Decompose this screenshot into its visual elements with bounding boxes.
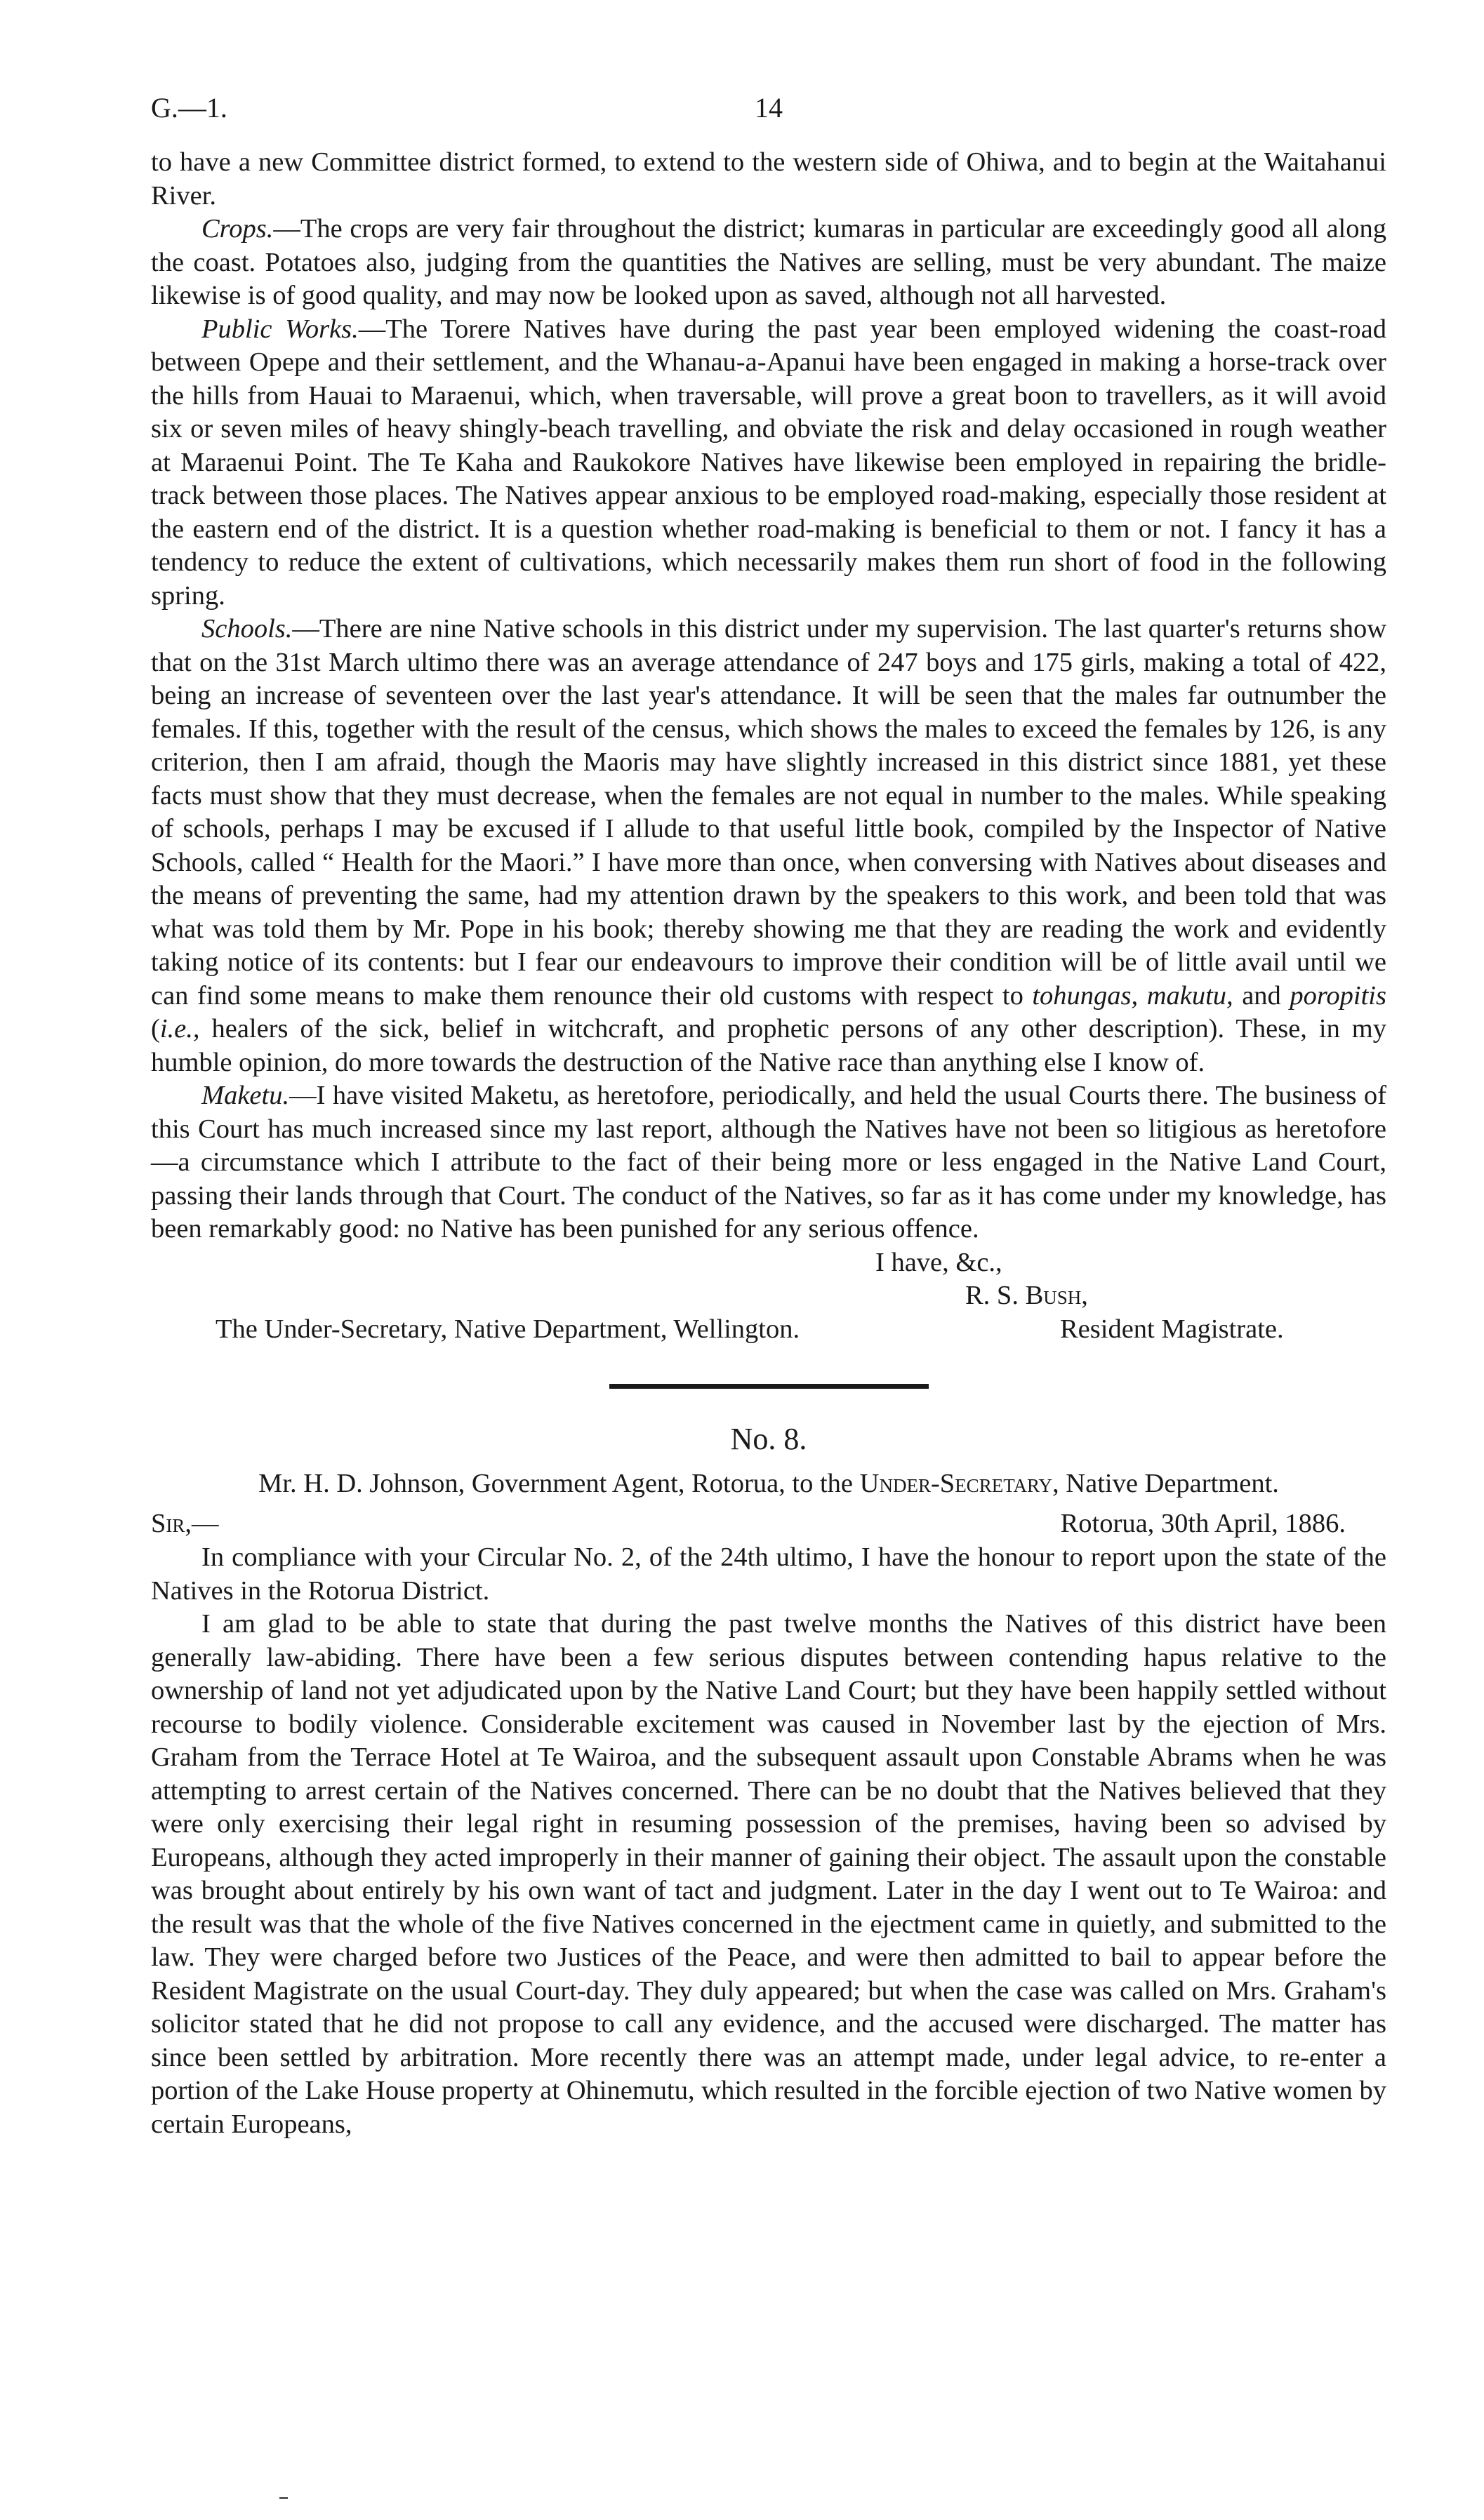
paragraph-crops-text: —The crops are very fair throughout the district; kumaras in particular are exceedingly good all along the coast. Potatoes also, judging from the quantities the Natives are selling, must be very abundant. The maize likewise is of good quality, and may now be looked upon as saved, although not all harvested. (151, 214, 1386, 310)
document-reference: G.—1. (151, 92, 227, 124)
letter-heading-from: Mr. H. D. Johnson, Government Agent, Rotorua, to the (258, 1468, 860, 1498)
paren-open-text: ( (151, 1014, 160, 1044)
signature-block (151, 1246, 1386, 1346)
section-heading-maketu: Maketu. (201, 1081, 290, 1110)
page-header (151, 91, 1386, 146)
letter-heading-department: , Native Department. (1052, 1468, 1279, 1498)
section-divider (609, 1384, 929, 1389)
letter-paragraph-1: In compliance with your Circular No. 2, of the 24th ultimo, I have the honour to report upon the state of the Natives in the Rotorua District. (151, 1542, 1386, 1606)
maori-term-poropitis: poropitis (1290, 980, 1386, 1011)
paragraph-public-works (151, 313, 1386, 613)
paragraph-schools (151, 613, 1386, 1079)
signatory-title: Resident Magistrate. (1060, 1314, 1284, 1344)
document-page (151, 91, 1386, 2141)
page-number: 14 (755, 92, 783, 124)
paragraph-maketu (151, 1079, 1386, 1246)
salutation-line (151, 1507, 1386, 1541)
maori-term-tohungas: tohungas, makutu, (1032, 980, 1233, 1011)
letter-heading-recipient: Under-Secretary (859, 1468, 1053, 1498)
letter-date: Rotorua, 30th April, 1886. (1060, 1509, 1346, 1538)
scan-mark (279, 2497, 288, 2499)
letter-paragraph-2: I am glad to be able to state that during the past twelve months the Natives of this district have been generally law-abiding. There have been a few serious disputes between contending hapus relative to the ownership of land not yet adjudicated upon by the Native Land Court; but they have been happily settled without recourse to bodily violence. Considerable excitement was caused in November last by the ejection of Mrs. Graham from the Terrace Hotel at Te Wairoa, and the subsequent assault upon Constable Abrams when he was attempting to arrest certain of the Natives concerned. There can be no doubt that the Natives believed that they were only exercising their legal right in resuming possession of the premises, having been so advised by Europeans, although they acted improperly in their manner of gaining their object. The assault upon the constable was brought about entirely by his own want of tact and judgment. Later in the day I went out to Te Wairoa: and the result was that the whole of the five Natives concerned in the ejectment came in quietly, and submitted to the law. They were charged before two Justices of the Peace, and were then admitted to bail to appear before the Resident Magistrate on the usual Court-day. They duly appeared; but when the case was called on Mrs. Graham's solicitor stated that he did not propose to call any evidence, and the accused were discharged. The matter has since been settled by arbitration. More recently there was an attempt made, under legal advice, to re-enter a portion of the Lake House property at Ohinemutu, which resulted in the forcible ejection of two Native women by certain Europeans, (151, 1609, 1386, 2139)
paragraph-schools-text-a: —There are nine Native schools in this district under my supervision. The last quarter's returns show that on the 31st March ultimo there was an average attendance of 247 boys and 175 girls, making a total of 422, being an increase of seventeen over the last year's attendance. It will be seen that the males far outnumber the females. If this, together with the result of the census, which shows the males to exceed the females by 126, is any criterion, then I am afraid, though the Maoris may have slightly increased in this district since 1881, yet these facts must show that they must decrease, when the females are not equal in number to the males. While speaking of schools, perhaps I may be excused if I allude to that useful little book, compiled by the Inspector of Native Schools, called “ Health for the Maori.” I have more than once, when conversing with Natives about diseases and the means of preventing the same, had my attention drawn by the speakers to this work, and been told that was what was told them by Mr. Pope in his book; thereby showing me that they are reading the work and evidently taking notice of its contents: but I fear our endeavours to improve their condition will be of little avail until we can find some means to make them renounce their old customs with respect to (151, 614, 1386, 1011)
paragraph-public-works-text: —The Torere Natives have during the past year been employed widening the coast-road between Opepe and their settlement, and the Whanau-a-Apanui have been engaged in making a horse-track over the hills from Hauai to Maraenui, which, when traversable, will prove a great boon to travellers, as it will avoid six or seven miles of heavy shingly-beach travelling, and obviate the risk and delay occasioned in rough weather at Maraenui Point. The Te Kaha and Raukokore Natives have likewise been employed in repairing the bridle-track between those places. The Natives appear anxious to be employed road-making, especially those resident at the eastern end of the district. It is a question whether road-making is beneficial to them or not. I fancy it has a tendency to reduce the extent of cultivations, which necessarily makes them run short of food in the following spring. (151, 314, 1386, 611)
paragraph-schools-text-b: healers of the sick, belief in witchcraft, and prophetic persons of any other description). These, in my humble opinion, do more towards the destruction of the Native race than anything else I know of. (151, 1014, 1386, 1077)
paragraph-crops (151, 213, 1386, 313)
paragraph-maketu-text: —I have visited Maketu, as heretofore, periodically, and held the usual Courts there. The business of this Court has much increased since my last report, although the Natives have not been so litigious as heretofore—a circumstance which I attribute to the fact of their being more or less engaged in the Native Land Court, passing their lands through that Court. The conduct of the Natives, so far as it has come under my knowledge, has been remarkably good: no Native has been punished for any serious offence. (151, 1081, 1386, 1244)
salutation: Sir,— (151, 1509, 219, 1538)
letter-number: No. 8. (730, 1421, 807, 1456)
section-heading-public-works: Public Works. (201, 314, 359, 344)
addressee-line: The Under-Secretary, Native Department, Wellington. (216, 1314, 800, 1344)
conjunction-text: and (1233, 980, 1290, 1011)
abbreviation-ie: i.e., (159, 1014, 200, 1044)
paragraph-continuation: to have a new Committee district formed, to extend to the western side of Ohiwa, and to begin at the Waitahanui River. (151, 147, 1386, 211)
signature-closing: I have, &c., (875, 1247, 1002, 1277)
section-heading-schools: Schools. (201, 614, 293, 644)
section-heading-crops: Crops. (201, 214, 274, 244)
letter-heading (151, 1467, 1386, 1501)
signature-name: R. S. Bush, (965, 1280, 1088, 1310)
